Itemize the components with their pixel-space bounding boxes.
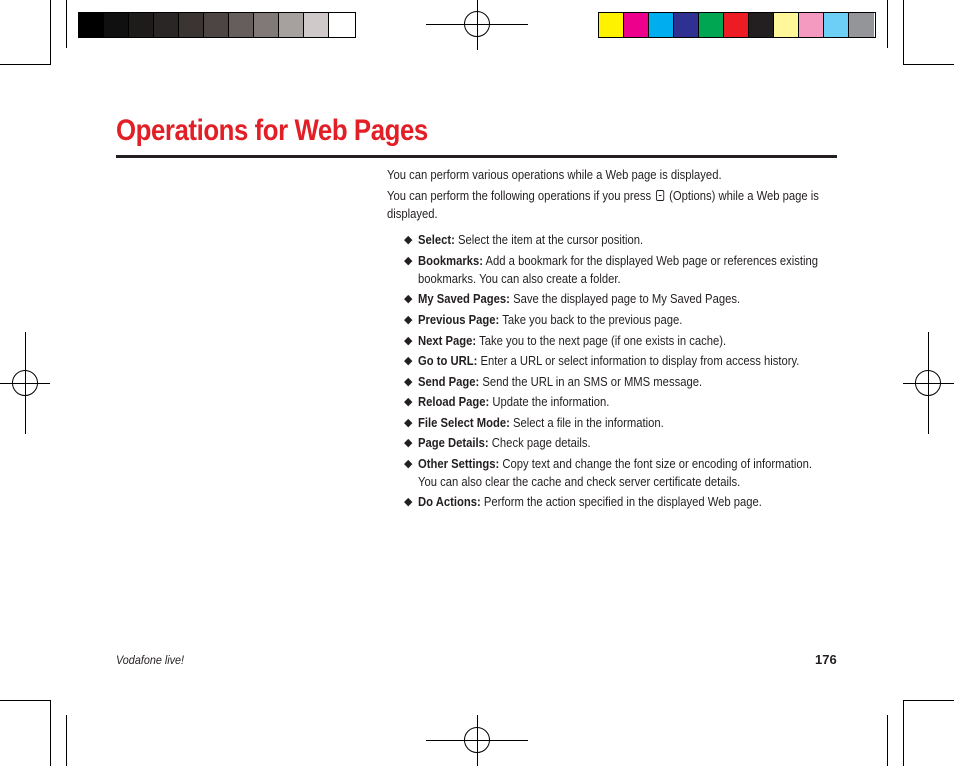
crop-mark: [903, 700, 904, 766]
item-label: Do Actions:: [418, 495, 481, 509]
color-swatch: [774, 13, 799, 37]
crop-mark: [903, 700, 954, 701]
diamond-bullet-icon: ◆: [404, 234, 413, 246]
item-description: Perform the action specified in the displayed Web page.: [483, 495, 762, 509]
color-swatch: [179, 13, 204, 37]
crop-mark: [0, 64, 50, 65]
color-swatch: [329, 13, 354, 37]
crop-mark: [903, 0, 904, 65]
color-swatch: [799, 13, 824, 37]
item-description: Take you back to the previous page.: [502, 313, 683, 327]
crop-mark: [0, 700, 50, 701]
item-description: Take you to the next page (if one exists in cache).: [479, 334, 727, 348]
color-swatch: [699, 13, 724, 37]
diamond-bullet-icon: ◆: [404, 496, 413, 508]
item-description: Enter a URL or select information to display from access history.: [480, 354, 800, 368]
diamond-bullet-icon: ◆: [404, 314, 413, 326]
crop-mark: [50, 700, 51, 766]
color-swatch: [749, 13, 774, 37]
diamond-bullet-icon: ◆: [404, 355, 413, 367]
item-label: Send Page:: [418, 375, 480, 389]
diamond-bullet-icon: ◆: [404, 376, 413, 388]
page-number: 176: [815, 652, 837, 667]
diamond-bullet-icon: ◆: [404, 458, 413, 470]
item-label: Page Details:: [418, 436, 489, 450]
color-swatch: [599, 13, 624, 37]
options-key-icon: [656, 190, 664, 201]
color-swatch: [849, 13, 874, 37]
item-label: Select:: [418, 233, 455, 247]
item-description: Add a bookmark for the displayed Web page or references existing bookmarks. You can also create a folder.: [418, 254, 819, 286]
item-label: Other Settings:: [418, 457, 500, 471]
item-description: Send the URL in an SMS or MMS message.: [482, 375, 703, 389]
diamond-bullet-icon: ◆: [404, 437, 413, 449]
crop-mark: [50, 0, 51, 65]
crop-mark: [903, 64, 954, 65]
crop-mark: [66, 0, 67, 48]
page-title: Operations for Web Pages: [116, 114, 428, 147]
intro-paragraph-options: You can perform the following operations if you press (Options) while a Web page is displayed.: [387, 189, 819, 221]
color-swatch: [254, 13, 279, 37]
intro-paragraph: You can perform various operations while a Web page is displayed.: [387, 168, 722, 182]
color-swatch: [129, 13, 154, 37]
diamond-bullet-icon: ◆: [404, 335, 413, 347]
title-rule: [116, 155, 837, 158]
crop-mark: [887, 0, 888, 48]
crop-mark: [66, 715, 67, 766]
grayscale-color-bar: [78, 12, 356, 38]
crop-mark: [887, 715, 888, 766]
item-description: Select the item at the cursor position.: [458, 233, 644, 247]
item-label: Previous Page:: [418, 313, 500, 327]
item-description: Check page details.: [491, 436, 591, 450]
diamond-bullet-icon: ◆: [404, 396, 413, 408]
diamond-bullet-icon: ◆: [404, 293, 413, 305]
diamond-bullet-icon: ◆: [404, 417, 413, 429]
color-swatch: [104, 13, 129, 37]
item-description: Copy text and change the font size or encoding of information. You can also clear the cache and check server certificate details.: [418, 457, 812, 489]
footer-section-title: Vodafone live!: [116, 653, 185, 667]
process-color-bar: [598, 12, 876, 38]
diamond-bullet-icon: ◆: [404, 255, 413, 267]
color-swatch: [824, 13, 849, 37]
item-label: Reload Page:: [418, 395, 490, 409]
color-swatch: [154, 13, 179, 37]
color-swatch: [229, 13, 254, 37]
color-swatch: [724, 13, 749, 37]
item-label: Next Page:: [418, 334, 477, 348]
color-swatch: [79, 13, 104, 37]
color-swatch: [204, 13, 229, 37]
color-swatch: [624, 13, 649, 37]
color-swatch: [279, 13, 304, 37]
item-description: Save the displayed page to My Saved Pages.: [513, 292, 741, 306]
item-description: Update the information.: [492, 395, 610, 409]
color-swatch: [674, 13, 699, 37]
item-label: My Saved Pages:: [418, 292, 510, 306]
color-swatch: [304, 13, 329, 37]
item-label: Bookmarks:: [418, 254, 484, 268]
item-label: File Select Mode:: [418, 416, 510, 430]
item-label: Go to URL:: [418, 354, 478, 368]
color-swatch: [649, 13, 674, 37]
item-description: Select a file in the information.: [513, 416, 664, 430]
